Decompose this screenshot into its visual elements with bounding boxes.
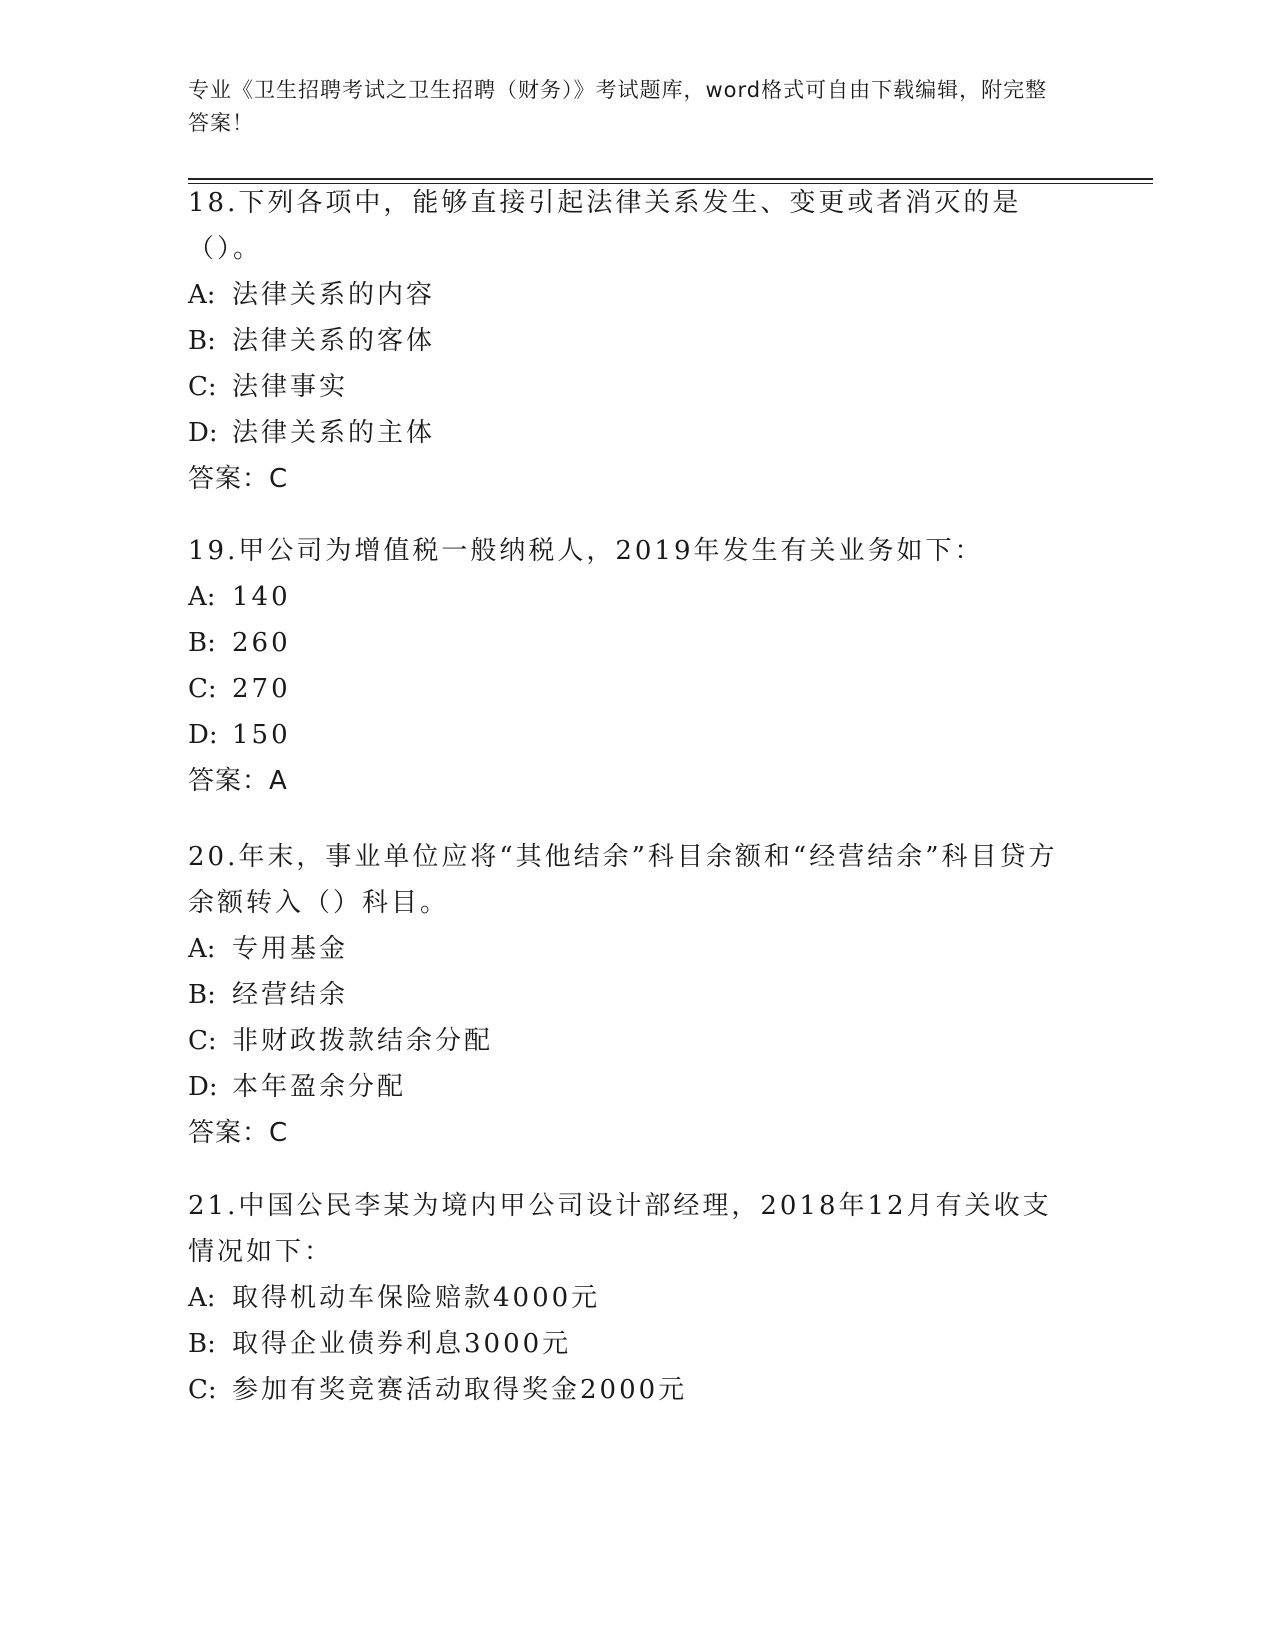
option-text: 法律关系的客体 <box>232 326 436 356</box>
option-d <box>188 1064 1068 1110</box>
option-letter: D: <box>188 720 218 750</box>
option-letter: B: <box>188 326 216 356</box>
option-c <box>188 1367 1068 1413</box>
option-c <box>188 1018 1068 1064</box>
question-19 <box>188 528 1068 804</box>
option-b <box>188 1321 1068 1367</box>
question-stem: 20.年末，事业单位应将“其他结余”科目余额和“经营结余”科目贷方余额转入（）科目。 <box>188 842 1058 918</box>
option-b <box>188 620 1068 666</box>
option-letter: A: <box>188 934 216 964</box>
option-text: 260 <box>232 628 291 658</box>
question-stem: 18.下列各项中，能够直接引起法律关系发生、变更或者消灭的是（）。 <box>188 188 1022 264</box>
option-a <box>188 1275 1068 1321</box>
option-d <box>188 712 1068 758</box>
question-20 <box>188 834 1068 1156</box>
option-letter: D: <box>188 1072 218 1102</box>
question-21 <box>188 1183 1068 1413</box>
option-letter: C: <box>188 1375 217 1405</box>
option-letter: C: <box>188 674 217 704</box>
question-18 <box>188 180 1068 502</box>
option-text: 法律关系的内容 <box>232 280 436 310</box>
document-header: 专业《卫生招聘考试之卫生招聘（财务）》考试题库，word格式可自由下载编辑，附完整答案！ <box>188 78 1048 135</box>
option-letter: A: <box>188 280 216 310</box>
option-text: 经营结余 <box>232 980 349 1010</box>
option-letter: B: <box>188 980 216 1010</box>
option-text: 专用基金 <box>232 934 349 964</box>
option-b <box>188 318 1068 364</box>
option-a <box>188 272 1068 318</box>
option-text: 法律事实 <box>232 372 349 402</box>
option-letter: C: <box>188 372 217 402</box>
question-stem: 21.中国公民李某为境内甲公司设计部经理，2018年12月有关收支情况如下： <box>188 1191 1052 1267</box>
option-text: 270 <box>232 674 291 704</box>
question-stem: 19.甲公司为增值税一般纳税人，2019年发生有关业务如下： <box>188 536 984 566</box>
option-letter: B: <box>188 1329 216 1359</box>
option-text: 150 <box>232 720 291 750</box>
option-text: 非财政拨款结余分配 <box>232 1026 494 1056</box>
option-text: 取得机动车保险赔款4000元 <box>232 1283 601 1313</box>
option-letter: C: <box>188 1026 217 1056</box>
option-c <box>188 666 1068 712</box>
option-text: 参加有奖竞赛活动取得奖金2000元 <box>232 1375 688 1405</box>
option-c <box>188 364 1068 410</box>
option-letter: A: <box>188 582 216 612</box>
option-text: 取得企业债券利息3000元 <box>232 1329 572 1359</box>
option-text: 140 <box>232 582 291 612</box>
option-text: 本年盈余分配 <box>232 1072 407 1102</box>
option-a <box>188 574 1068 620</box>
answer-line: 答案：A <box>188 766 288 796</box>
option-letter: D: <box>188 418 218 448</box>
option-d <box>188 410 1068 456</box>
answer-line: 答案：C <box>188 1118 289 1148</box>
option-letter: A: <box>188 1283 216 1313</box>
answer-line: 答案：C <box>188 464 289 494</box>
option-text: 法律关系的主体 <box>232 418 436 448</box>
option-b <box>188 972 1068 1018</box>
option-letter: B: <box>188 628 216 658</box>
option-a <box>188 926 1068 972</box>
